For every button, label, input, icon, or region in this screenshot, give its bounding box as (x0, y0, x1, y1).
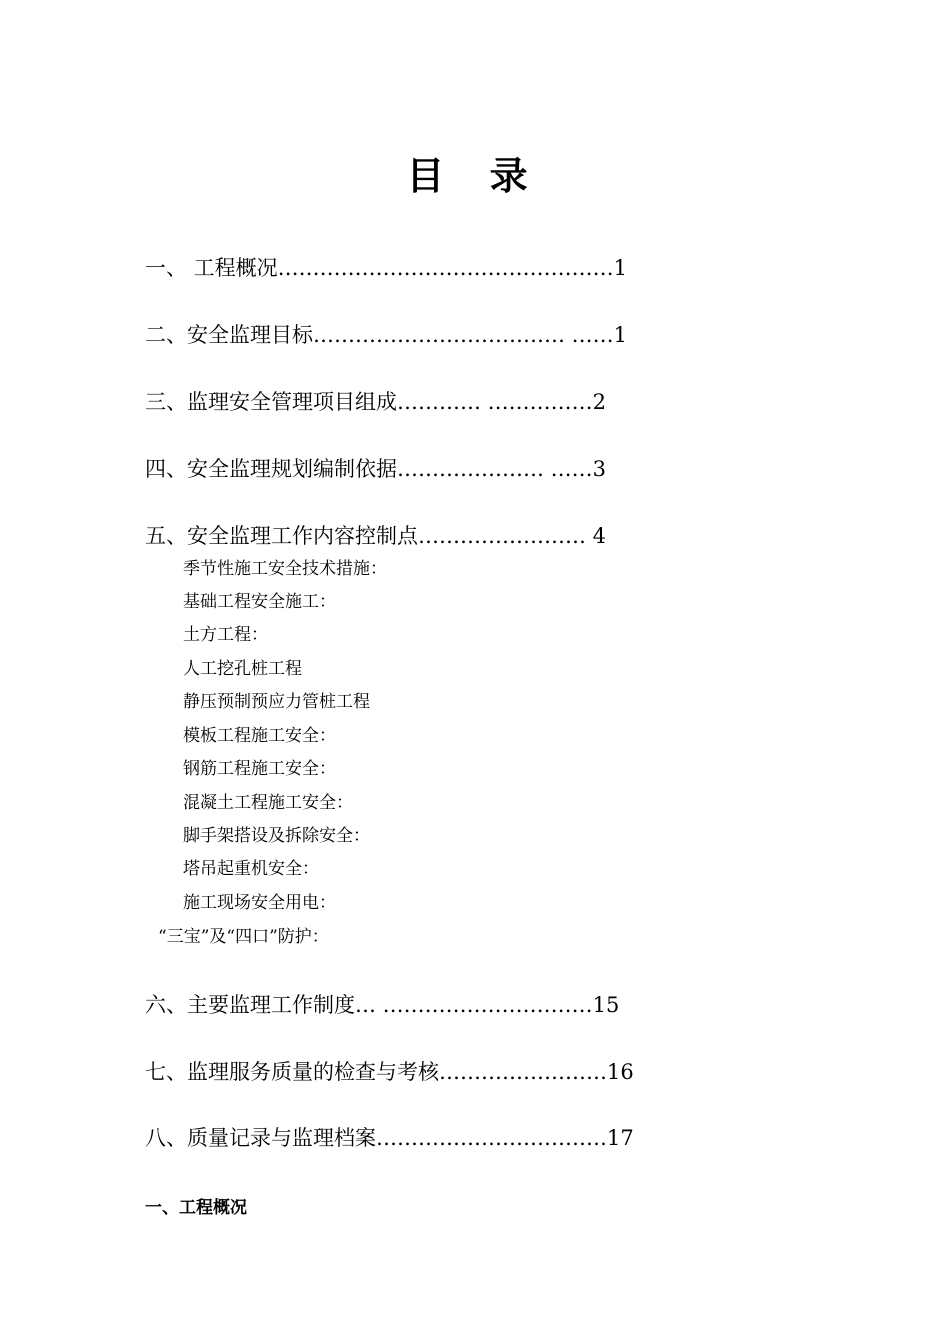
toc-entry-3[interactable]: 三、监理安全管理项目组成………… ……………2 (145, 390, 607, 414)
toc-entry-2[interactable]: 二、安全监理目标……………………………… ……1 (145, 323, 628, 347)
toc-subitem[interactable]: 模板工程施工安全： (183, 726, 336, 746)
toc-subitem[interactable]: 混凝土工程施工安全： (183, 793, 353, 813)
toc-entry-1[interactable]: 一、 工程概况…………………………………………1 (145, 256, 628, 280)
toc-entry-6[interactable]: 六、主要监理工作制度… …………………………15 (145, 993, 620, 1017)
toc-entry-4[interactable]: 四、安全监理规划编制依据………………… ……3 (145, 457, 607, 481)
toc-subitem[interactable]: 静压预制预应力管桩工程 (183, 692, 370, 712)
toc-entry-7[interactable]: 七、监理服务质量的检查与考核……………………16 (145, 1060, 634, 1084)
toc-entry-8[interactable]: 八、质量记录与监理档案……………………………17 (145, 1126, 634, 1150)
page-title: 目 录 (406, 153, 544, 198)
toc-entry-5[interactable]: 五、安全监理工作内容控制点…………………… 4 (145, 524, 607, 548)
toc-subitem[interactable]: 人工挖孔桩工程 (183, 659, 302, 679)
toc-subitem[interactable]: 脚手架搭设及拆除安全： (183, 826, 370, 846)
toc-subitem[interactable]: 钢筋工程施工安全： (183, 759, 336, 779)
toc-subitem[interactable]: 基础工程安全施工： (183, 592, 336, 612)
toc-subitem[interactable]: 施工现场安全用电： (183, 893, 336, 913)
toc-subitem[interactable]: 土方工程： (183, 625, 268, 645)
section-heading: 一、工程概况 (145, 1198, 247, 1218)
toc-subitem[interactable]: 季节性施工安全技术措施： (183, 559, 387, 579)
toc-subitem[interactable]: “三宝”及“四口”防护： (158, 927, 329, 947)
toc-subitem[interactable]: 塔吊起重机安全： (183, 859, 319, 879)
